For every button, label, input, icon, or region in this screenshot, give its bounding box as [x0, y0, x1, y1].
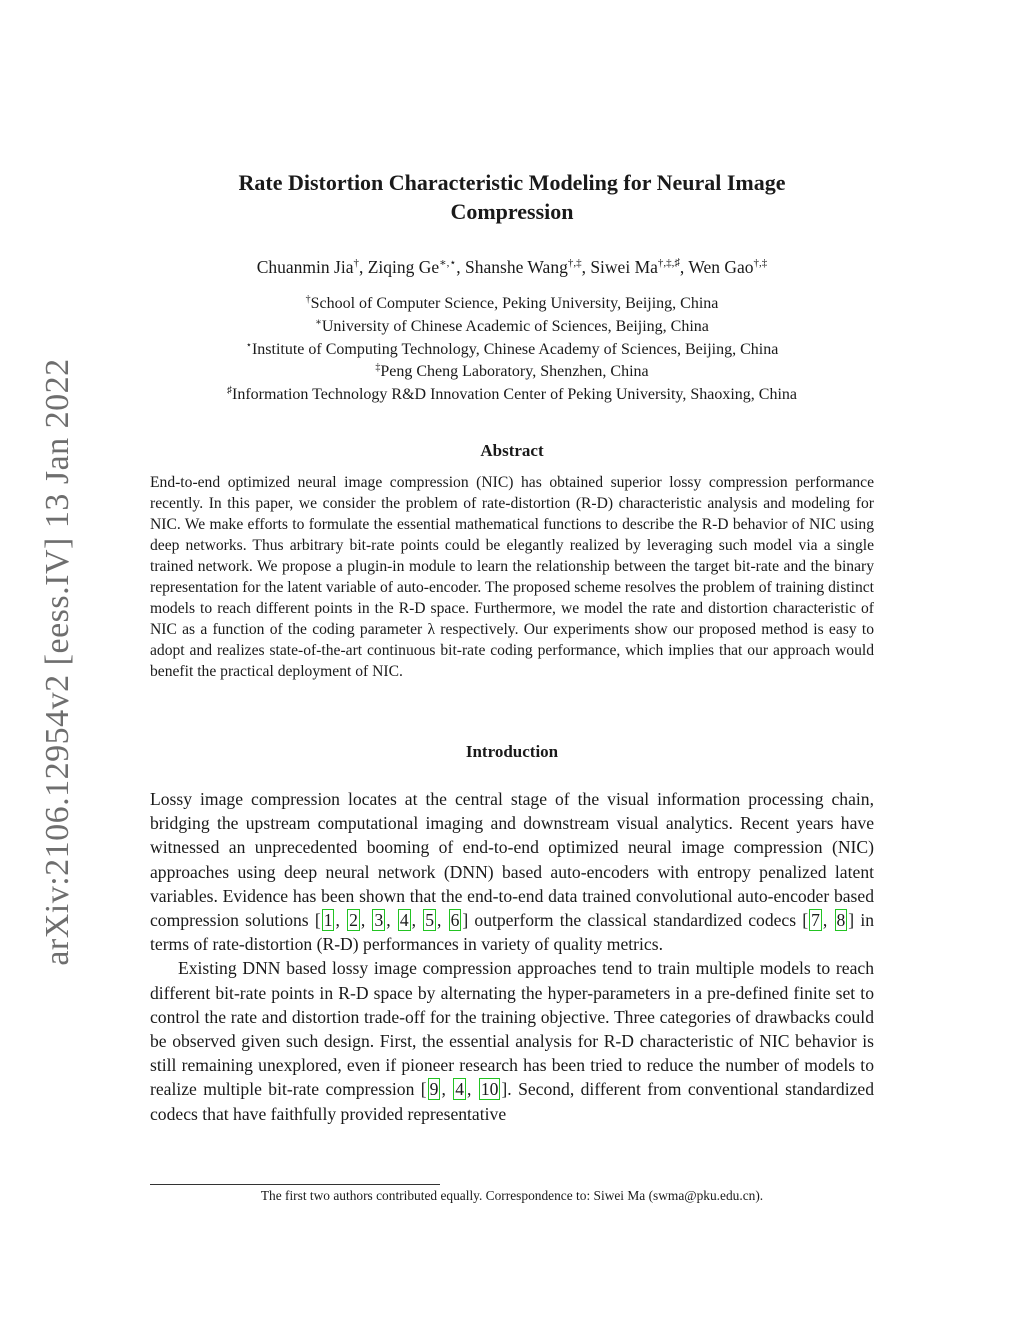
author-list: Chuanmin Jia†, Ziqing Ge∗,⋆, Shanshe Wang†,‡, Siwei Ma†,‡,♯, Wen Gao†,‡ [256, 257, 768, 277]
citation-group: [ 7 , 8 ] [802, 910, 855, 931]
intro-paragraph-2 [150, 956, 874, 1125]
affiliation-mark: ‡ [375, 362, 381, 374]
citation-link[interactable]: 9 [429, 1079, 439, 1100]
affiliation [150, 316, 874, 339]
intro-text-span: Lossy image compression locates at the central stage of the visual information processing chain, bridging the upstream computational imaging and downstream visual analytics. Recent years have witnessed an unprecedented booming of end-to-end optimized neural image compression (NIC) approaches using deep neural network (DNN) based auto-encoders with entropy penalized latent variables. Evidence has been shown that the end-to-end data trained convolutional auto-encoder based compression solutions [150, 789, 874, 931]
affiliation-text: Information Technology R&D Innovation Center of Peking University, Shaoxing, China [231, 386, 798, 404]
citation-link[interactable]: 6 [450, 910, 460, 931]
author-mark: ∗,⋆ [439, 257, 457, 269]
citation-link[interactable]: 5 [425, 910, 434, 931]
affiliation [150, 293, 874, 316]
intro-text-span: Existing DNN based lossy image compression approaches tend to train multiple models to reach different bit-rate points in R-D space by alternating the hyper-parameters in a pre-defined finite set to control the rate and distortion trade-off for the training objective. Three categories of drawbacks could be observed given such design. First, the essential analysis for R-D characteristic of NIC behavior is still remaining unexplored, even if pioneer research has been tried to reduce the number of models to realize multiple bit-rate compression [150, 958, 874, 1100]
affiliation-mark: ∗ [315, 316, 322, 328]
citation-link[interactable]: 4 [455, 1079, 465, 1100]
title-line-1: Rate Distortion Characteristic Modeling for Neural Image [238, 170, 786, 195]
arxiv-identifier: arXiv:2106.12954v2 [eess.IV] 13 Jan 2022 [39, 358, 76, 966]
author-name: Chuanmin Jia [256, 257, 354, 277]
affiliation-mark: ♯ [226, 385, 232, 397]
author-name: Shanshe Wang [465, 257, 568, 277]
intro-text-span: . Second, different from conventional standardized codecs that have faithfully provided representative [150, 1079, 875, 1124]
citation-link[interactable]: 2 [349, 910, 358, 931]
title-line-2: Compression [450, 199, 574, 224]
intro-paragraph-1 [150, 787, 874, 956]
affiliation [150, 361, 874, 384]
introduction-body [150, 787, 874, 1126]
citation-link[interactable]: 4 [399, 910, 409, 931]
affiliation-mark: † [305, 294, 311, 305]
abstract-heading: Abstract [480, 441, 544, 460]
affiliation-text: School of Computer Science, Peking University, Beijing, China [310, 295, 719, 312]
citation-link[interactable]: 3 [374, 910, 384, 931]
citation-link[interactable]: 8 [836, 910, 846, 931]
paper-title [150, 168, 874, 226]
affiliation-text: University of Chinese Academic of Sciences, Beijing, China [321, 317, 709, 335]
citation-link[interactable]: 7 [811, 910, 820, 931]
citation-group: [ 1 , 2 , 3 , 4 , 5 , 6 ] [314, 910, 469, 931]
affiliation-list [150, 293, 874, 407]
citation-link[interactable]: 10 [480, 1079, 499, 1100]
author-name: Ziqing Ge [367, 257, 440, 277]
author-mark: † [353, 257, 359, 269]
author-mark: †,‡,♯ [657, 257, 680, 269]
citation-group: [ 9 , 4 , 10 ] [420, 1079, 508, 1100]
intro-text-span: outperform the classical standardized codecs [468, 910, 803, 931]
intro-text-span: in terms of rate-distortion (R-D) performances in variety of quality metrics. [150, 910, 875, 955]
citation-link[interactable]: 1 [323, 910, 333, 931]
author-name: Siwei Ma [590, 257, 658, 277]
affiliation [150, 384, 874, 407]
author-name: Wen Gao [688, 257, 754, 277]
affiliation-text: Institute of Computing Technology, Chinese Academy of Sciences, Beijing, China [251, 340, 779, 358]
affiliation-mark: ⋆ [245, 339, 252, 351]
abstract-body: End-to-end optimized neural image compression (NIC) has obtained superior lossy compression performance recently. In this paper, we consider the problem of rate-distortion (R-D) characteristic analysis and modeling for NIC. We make efforts to formulate the essential mathematical functions to describe the R-D behavior of NIC using deep networks. Thus arbitrary bit-rate points could be elegantly realized by leveraging such model via a single trained network. We propose a plugin-in module to learn the relationship between the target bit-rate and the binary representation for the latent variable of auto-encoder. The proposed scheme resolves the problem of training distinct models to reach different points in the R-D space. Furthermore, we model the rate and distortion characteristic of NIC as a function of the coding parameter λ respectively. Our experiments show our proposed method is easy to adopt and realizes state-of-the-art continuous bit-rate coding performance, which implies that our approach would benefit the practical deployment of NIC. [150, 474, 874, 680]
footnote: The first two authors contributed equally. Correspondence to: Siwei Ma (swma@pku.edu.cn). [260, 1188, 764, 1203]
footnote-divider [150, 1184, 440, 1185]
introduction-heading: Introduction [465, 742, 559, 761]
author-mark: †,‡ [567, 257, 582, 269]
affiliation-text: Peng Cheng Laboratory, Shenzhen, China [380, 363, 649, 381]
author-mark: †,‡ [753, 257, 768, 269]
affiliation [150, 339, 874, 362]
